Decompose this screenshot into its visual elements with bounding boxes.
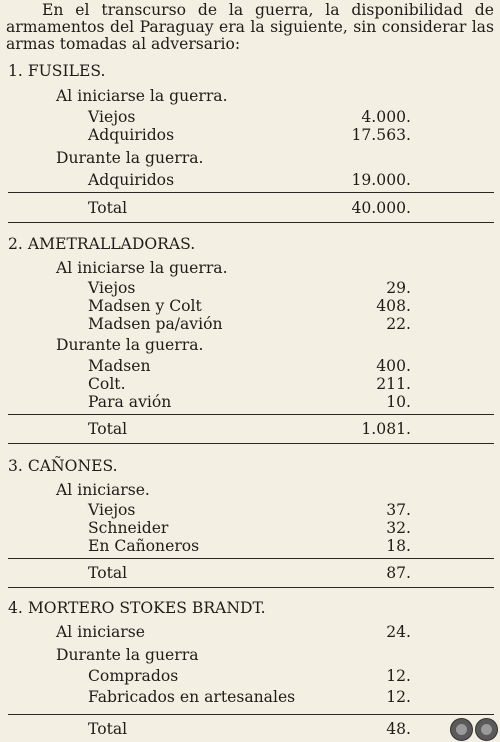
circle-icon[interactable] <box>450 718 473 741</box>
table-row: Viejos 37. <box>88 501 411 519</box>
divider <box>8 558 494 559</box>
subheading: Durante la guerra. <box>56 149 204 167</box>
table-row: Schneider 32. <box>88 519 411 537</box>
section-heading: 2. AMETRALLADORAS. <box>8 235 196 253</box>
total-row: Total 48. <box>88 720 411 738</box>
subheading: Al iniciarse. <box>56 481 150 499</box>
section-heading: 4. MORTERO STOKES BRANDT. <box>8 599 266 617</box>
table-row: Adquiridos 19.000. <box>88 171 411 189</box>
total-row: Total 87. <box>88 564 411 582</box>
table-row: Viejos 4.000. <box>88 108 411 126</box>
section-heading: 1. FUSILES. <box>8 62 106 80</box>
table-row: Colt. 211. <box>88 375 411 393</box>
divider <box>8 714 494 715</box>
subheading: Durante la guerra <box>56 646 199 664</box>
table-row: Al iniciarse 24. <box>56 623 411 641</box>
corner-icons <box>450 718 498 740</box>
divider <box>8 222 494 223</box>
table-row: Para avión 10. <box>88 393 411 411</box>
table-row: Adquiridos 17.563. <box>88 126 411 144</box>
subheading: Durante la guerra. <box>56 336 204 354</box>
divider <box>8 443 494 444</box>
table-row: Madsen y Colt 408. <box>88 297 411 315</box>
subheading: Al iniciarse la guerra. <box>56 87 228 105</box>
table-row: Viejos 29. <box>88 279 411 297</box>
divider <box>8 192 494 193</box>
divider <box>8 587 494 588</box>
total-row: Total 1.081. <box>88 420 411 438</box>
subheading: Al iniciarse la guerra. <box>56 259 228 277</box>
table-row: Madsen pa/avión 22. <box>88 315 411 333</box>
circle-icon[interactable] <box>475 718 498 741</box>
table-row: Madsen 400. <box>88 357 411 375</box>
divider <box>8 414 494 415</box>
table-row: Fabricados en artesanales 12. <box>88 688 411 706</box>
table-row: En Cañoneros 18. <box>88 537 411 555</box>
table-row: Comprados 12. <box>88 667 411 685</box>
total-row: Total 40.000. <box>88 199 411 217</box>
intro-paragraph <box>6 2 494 53</box>
section-heading: 3. CAÑONES. <box>8 457 118 475</box>
intro-text: En el transcurso de la guerra, la disponibilidad de armamentos del Paraguay era la siguiente, sin considerar las armas tomadas al adversario: <box>6 1 494 53</box>
